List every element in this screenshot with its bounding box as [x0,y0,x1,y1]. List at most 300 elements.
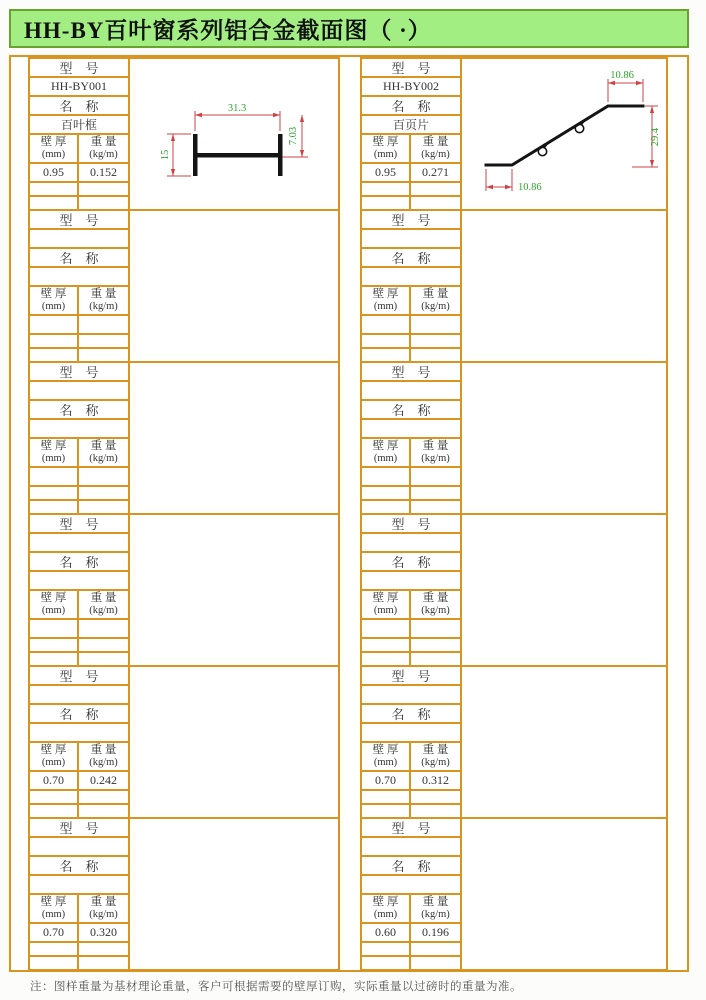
thickness-header [362,439,411,466]
profile-card-values-only [28,817,340,971]
empty-cell [30,791,79,803]
dim-top-label: 10.86 [610,70,634,81]
drawing-area [462,211,666,361]
thickness-header-unit: (mm) [373,453,398,465]
thickness-value [30,468,79,485]
thickness-header [30,135,79,162]
thickness-value: 0.70 [362,772,411,789]
empty-cell [30,487,79,499]
weight-header-unit: (kg/m) [421,453,450,465]
thickness-header [30,591,79,618]
empty-cell [362,957,411,969]
name-label: 名 称 [30,249,128,268]
spec-table [362,211,462,361]
spec-value-row [362,772,460,791]
profile-card-empty [28,209,340,363]
dim-bottom-label: 10.86 [518,182,542,193]
page-title: HH-BY百叶窗系列铝合金截面图（ ·） [24,18,432,43]
spec-table [362,667,462,817]
weight-value: 0.242 [90,773,117,787]
empty-cell [362,653,411,665]
profile-shape [486,106,643,165]
model-label: 型 号 [30,515,128,534]
thickness-value: 0.70 [30,924,79,941]
name-label: 名 称 [362,705,460,724]
thickness-header-unit: (mm) [41,301,66,313]
thickness-header [30,439,79,466]
name-value [362,268,460,287]
empty-row [30,197,128,209]
spec-table [362,59,462,209]
model-label: 型 号 [362,211,460,230]
spec-header-row [362,287,460,316]
empty-cell [79,183,128,195]
weight-header-unit: (kg/m) [89,909,118,921]
spec-header-row [362,135,460,164]
weight-value [79,468,128,485]
name-label: 名 称 [30,401,128,420]
spec-table [362,363,462,513]
weight-value [411,468,460,485]
weight-header [79,743,128,770]
thickness-header-unit: (mm) [41,453,66,465]
weight-header [79,287,128,314]
empty-row [362,487,460,501]
name-label: 名 称 [30,97,128,116]
weight-header-unit: (kg/m) [421,301,450,313]
model-label: 型 号 [362,819,460,838]
weight-header-text: 重 量 [422,440,449,453]
model-value [30,230,128,249]
weight-header-unit: (kg/m) [421,757,450,769]
profile-card-empty [360,361,668,515]
empty-row [30,335,128,349]
empty-cell [411,501,460,513]
weight-header-unit: (kg/m) [89,149,118,161]
thickness-header-unit: (mm) [373,909,398,921]
weight-header [411,895,460,922]
empty-cell [79,957,128,969]
empty-cell [79,335,128,347]
dim-height-label: 15 [160,149,171,161]
empty-cell [362,501,411,513]
empty-row [30,349,128,361]
thickness-header [362,287,411,314]
empty-row [362,335,460,349]
thickness-header-text: 壁 厚 [372,136,399,149]
weight-value [411,620,460,637]
drawing-area [130,59,338,209]
name-value [362,724,460,743]
card-row-1 [11,57,687,211]
thickness-header-text: 壁 厚 [372,896,399,909]
thickness-header-text: 壁 厚 [372,744,399,757]
weight-header [79,439,128,466]
model-value [30,382,128,401]
thickness-header [30,287,79,314]
weight-value: 0.312 [422,773,449,787]
name-label: 名 称 [30,857,128,876]
thickness-header-text: 壁 厚 [40,592,67,605]
weight-header-unit: (kg/m) [421,909,450,921]
model-value [362,382,460,401]
model-value [362,534,460,553]
card-row-2 [11,209,687,363]
thickness-value: 0.70 [30,772,79,789]
empty-cell [362,791,411,803]
empty-cell [79,349,128,361]
empty-row [30,957,128,969]
drawing-area [130,667,338,817]
drawing-area [462,819,666,969]
spec-value-row [30,620,128,639]
empty-row [30,653,128,665]
thickness-header-unit: (mm) [41,909,66,921]
model-value [30,534,128,553]
spec-table [30,363,130,513]
card-row-3 [11,361,687,515]
name-value [30,724,128,743]
thickness-header-text: 壁 厚 [372,440,399,453]
empty-cell [79,487,128,499]
weight-header-unit: (kg/m) [89,453,118,465]
name-value [362,420,460,439]
weight-header [79,135,128,162]
card-row-6 [11,817,687,971]
spec-header-row [30,287,128,316]
thickness-header-text: 壁 厚 [40,896,67,909]
empty-cell [362,639,411,651]
weight-value: 0.196 [422,925,449,939]
page-header-band [9,9,689,48]
profile-card-hh-by001 [28,57,340,211]
weight-value: 0.152 [90,165,117,179]
empty-cell [411,349,460,361]
spec-value-row [30,772,128,791]
dimension-arrows [486,81,654,189]
thickness-value: 0.60 [362,924,411,941]
model-value [30,838,128,857]
drawing-area [462,515,666,665]
empty-row [362,183,460,197]
weight-header-text: 重 量 [422,896,449,909]
empty-cell [411,183,460,195]
empty-row [362,957,460,969]
spec-value-row [30,316,128,335]
empty-cell [79,791,128,803]
spec-value-row [30,164,128,183]
name-label: 名 称 [362,857,460,876]
spec-table [362,515,462,665]
name-label: 名 称 [362,97,460,116]
name-label: 名 称 [362,401,460,420]
name-label: 名 称 [362,249,460,268]
model-value [30,686,128,705]
empty-cell [30,335,79,347]
weight-header-unit: (kg/m) [89,757,118,769]
name-value [362,572,460,591]
model-label: 型 号 [362,667,460,686]
weight-header-text: 重 量 [90,288,117,301]
weight-header-text: 重 量 [90,744,117,757]
weight-header-unit: (kg/m) [89,301,118,313]
thickness-header-text: 壁 厚 [372,592,399,605]
dimension-labels [518,70,661,193]
spec-table [30,59,130,209]
spec-header-row [30,591,128,620]
empty-cell [411,805,460,817]
thickness-header-unit: (mm) [373,605,398,617]
empty-row [30,183,128,197]
model-value [362,838,460,857]
thickness-header [362,591,411,618]
empty-cell [30,639,79,651]
empty-cell [79,501,128,513]
weight-header [79,591,128,618]
card-row-5 [11,665,687,819]
catalog-table-frame [9,55,689,972]
empty-row [362,653,460,665]
spec-table [30,211,130,361]
empty-row [30,639,128,653]
drawing-area [462,363,666,513]
name-value [30,572,128,591]
model-label: 型 号 [362,515,460,534]
spec-header-row [30,895,128,924]
weight-header-unit: (kg/m) [89,605,118,617]
spec-value-row [30,468,128,487]
name-value: 百叶框 [30,116,128,135]
model-label: 型 号 [30,59,128,78]
empty-row [362,501,460,513]
empty-cell [362,349,411,361]
empty-cell [30,653,79,665]
empty-cell [411,487,460,499]
card-row-4 [11,513,687,667]
thickness-value [362,316,411,333]
profile-shape [193,134,283,176]
dimension-arrows [171,113,304,176]
empty-cell [30,943,79,955]
empty-cell [362,183,411,195]
empty-cell [30,957,79,969]
empty-row [362,791,460,805]
empty-cell [362,943,411,955]
name-label: 名 称 [30,553,128,572]
spec-value-row [362,164,460,183]
profile-card-empty [28,513,340,667]
model-value: HH-BY001 [30,78,128,97]
thickness-header [362,135,411,162]
spec-header-row [30,135,128,164]
profile-card-values-only [360,817,668,971]
thickness-header-text: 壁 厚 [40,136,67,149]
weight-header-text: 重 量 [422,744,449,757]
dim-height-label: 29.4 [650,127,661,147]
empty-cell [362,335,411,347]
drawing-area [130,515,338,665]
thickness-value [30,316,79,333]
thickness-header-unit: (mm) [373,149,398,161]
thickness-header-unit: (mm) [373,301,398,313]
empty-cell [79,197,128,209]
name-value [30,876,128,895]
empty-cell [30,501,79,513]
empty-row [30,487,128,501]
empty-cell [30,349,79,361]
thickness-value: 0.95 [362,164,411,181]
name-label: 名 称 [30,705,128,724]
profile-card-empty [28,361,340,515]
thickness-header-text: 壁 厚 [40,288,67,301]
dim-flange-label: 7.03 [288,126,299,146]
weight-header [411,287,460,314]
dim-width-label: 31.3 [227,103,247,114]
model-value: HH-BY002 [362,78,460,97]
spec-header-row [362,743,460,772]
empty-cell [30,197,79,209]
weight-header-text: 重 量 [90,896,117,909]
empty-row [30,805,128,817]
profile-card-empty [360,513,668,667]
thickness-value [362,620,411,637]
spec-header-row [362,591,460,620]
spec-table [30,515,130,665]
empty-row [362,943,460,957]
model-label: 型 号 [30,211,128,230]
name-value: 百页片 [362,116,460,135]
empty-cell [411,943,460,955]
profile-card-empty [360,209,668,363]
empty-row [30,501,128,513]
thickness-value [30,620,79,637]
drawing-area [130,363,338,513]
spec-table [362,819,462,969]
model-value [362,686,460,705]
weight-header-unit: (kg/m) [421,149,450,161]
name-label: 名 称 [362,553,460,572]
empty-row [362,639,460,653]
empty-row [362,805,460,817]
empty-cell [362,805,411,817]
profile-card-values-only [360,665,668,819]
thickness-header-text: 壁 厚 [40,744,67,757]
drawing-area [462,667,666,817]
model-label: 型 号 [362,363,460,382]
profile-card-values-only [28,665,340,819]
spec-value-row [30,924,128,943]
spec-header-row [362,895,460,924]
weight-value [79,620,128,637]
thickness-header [362,743,411,770]
drawing-area [130,211,338,361]
weight-header [411,439,460,466]
empty-cell [411,335,460,347]
weight-header-text: 重 量 [90,136,117,149]
empty-row [30,791,128,805]
thickness-header-text: 壁 厚 [372,288,399,301]
thickness-header-text: 壁 厚 [40,440,67,453]
model-label: 型 号 [30,819,128,838]
empty-row [362,349,460,361]
empty-row [362,197,460,209]
louver-blade-section-drawing [462,59,666,209]
thickness-header [362,895,411,922]
thickness-header-unit: (mm) [373,757,398,769]
thickness-header [30,895,79,922]
dimension-lines [486,79,658,191]
weight-value: 0.320 [90,925,117,939]
empty-cell [79,943,128,955]
spec-value-row [362,924,460,943]
empty-cell [79,653,128,665]
empty-cell [411,639,460,651]
weight-header [411,135,460,162]
weight-header-text: 重 量 [422,136,449,149]
spec-table [30,819,130,969]
weight-header-text: 重 量 [90,440,117,453]
h-profile-section-drawing [130,59,338,209]
weight-value [79,316,128,333]
spec-value-row [362,316,460,335]
spec-header-row [30,743,128,772]
weight-header-text: 重 量 [422,288,449,301]
model-label: 型 号 [362,59,460,78]
empty-cell [362,487,411,499]
name-value [30,420,128,439]
profile-card-hh-by002 [360,57,668,211]
spec-table [30,667,130,817]
model-label: 型 号 [30,363,128,382]
weight-header [411,743,460,770]
empty-cell [411,791,460,803]
empty-cell [411,957,460,969]
empty-cell [79,639,128,651]
empty-cell [30,183,79,195]
drawing-area [462,59,666,209]
empty-cell [411,197,460,209]
thickness-value [362,468,411,485]
footer-note: 注：图样重量为基材理论重量，客户可根据需要的壁厚订购，实际重量以过磅时的重量为准。 [30,981,522,993]
model-value [362,230,460,249]
weight-header-unit: (kg/m) [421,605,450,617]
name-value [30,268,128,287]
model-label: 型 号 [30,667,128,686]
weight-value: 0.271 [422,165,449,179]
spec-header-row [362,439,460,468]
name-value [362,876,460,895]
empty-cell [79,805,128,817]
drawing-area [130,819,338,969]
thickness-value: 0.95 [30,164,79,181]
empty-cell [411,653,460,665]
spec-header-row [30,439,128,468]
thickness-header-unit: (mm) [41,605,66,617]
empty-cell [30,805,79,817]
weight-header [411,591,460,618]
weight-value [411,316,460,333]
spec-value-row [362,468,460,487]
thickness-header-unit: (mm) [41,757,66,769]
weight-header-text: 重 量 [90,592,117,605]
spec-value-row [362,620,460,639]
empty-cell [362,197,411,209]
thickness-header-unit: (mm) [41,149,66,161]
empty-row [30,943,128,957]
thickness-header [30,743,79,770]
dimension-lines [167,111,308,176]
weight-header-text: 重 量 [422,592,449,605]
